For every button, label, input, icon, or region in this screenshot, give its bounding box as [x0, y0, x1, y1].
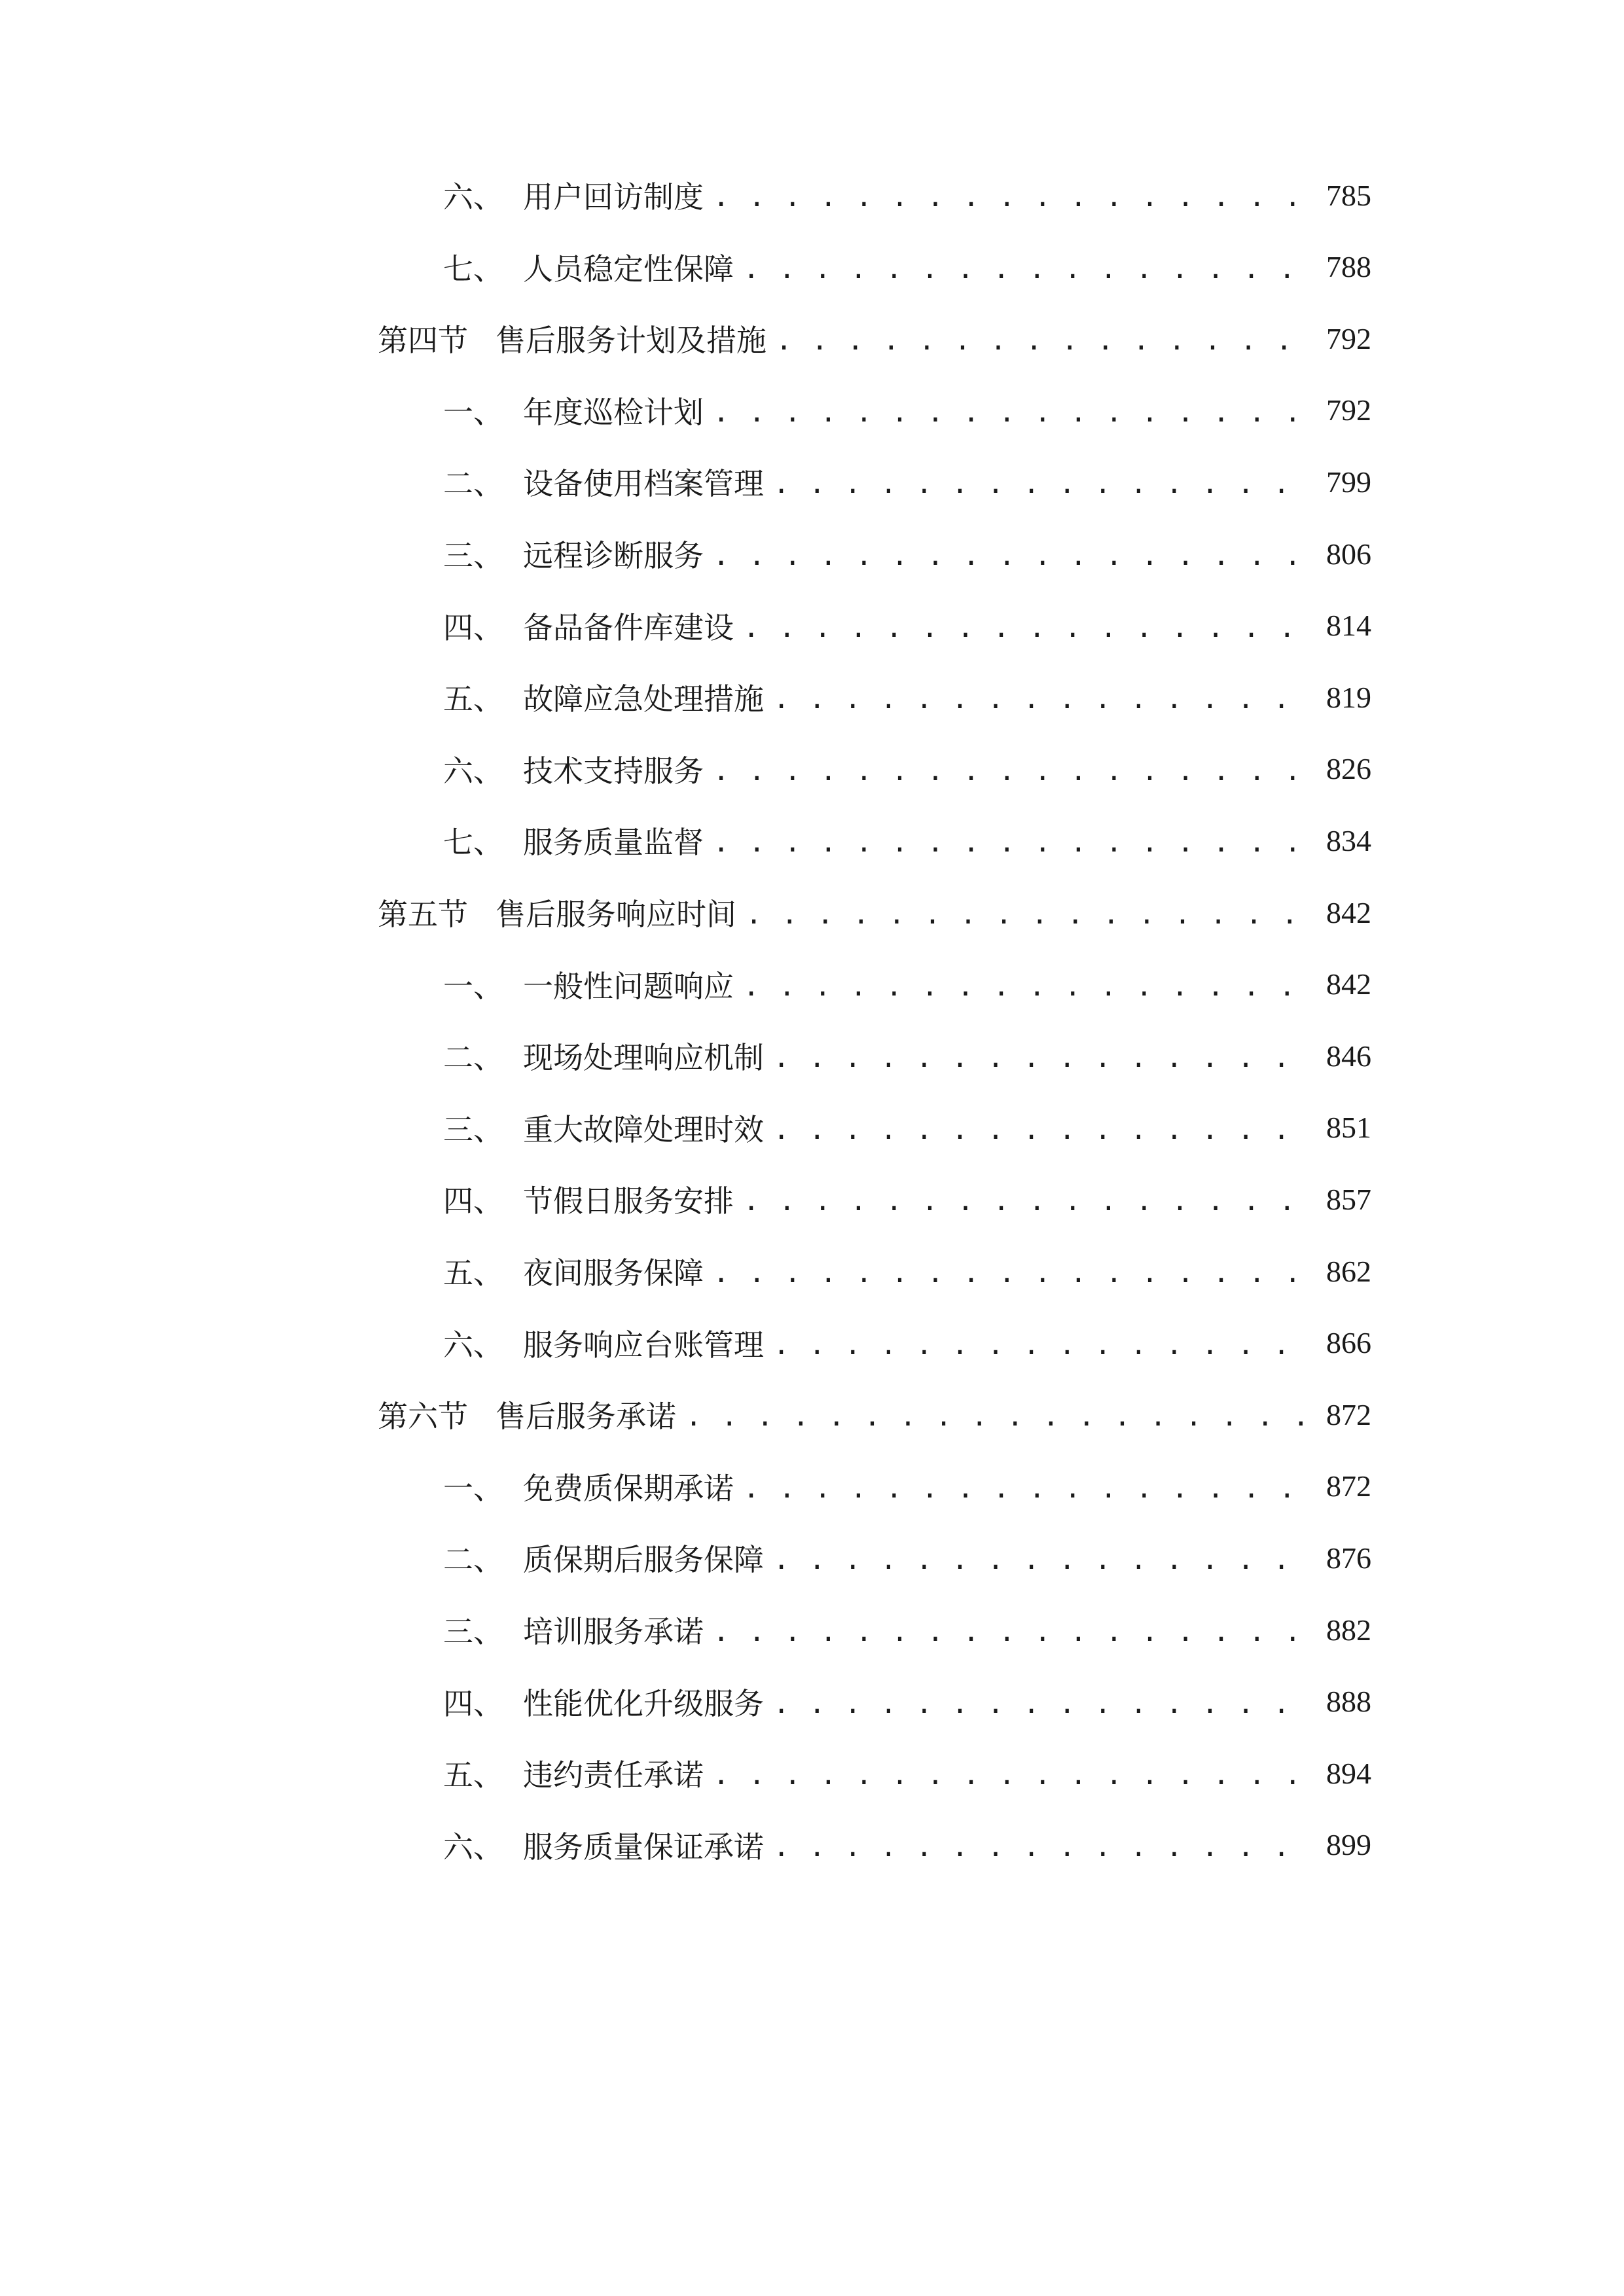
dot-leader [743, 603, 1307, 649]
toc-entry-title: 性能优化升级服务 [523, 1685, 764, 1721]
toc-entry-page-number: 888 [1326, 1685, 1371, 1719]
toc-entry-number: 一、 [443, 394, 503, 430]
dot-leader [773, 1105, 1307, 1151]
dot-leader [773, 1535, 1307, 1581]
toc-entry-page-number: 899 [1326, 1828, 1371, 1862]
toc-entry-title: 年度巡检计划 [523, 394, 704, 430]
toc-subsection-entry[interactable] [443, 603, 1371, 649]
toc-entry-title: 远程诊断服务 [523, 538, 704, 573]
toc-subsection-entry[interactable] [443, 1248, 1371, 1294]
dot-leader [746, 889, 1307, 935]
toc-entry-title: 重大故障处理时效 [523, 1111, 764, 1147]
toc-entry-title: 免费质保期承诺 [523, 1470, 734, 1506]
toc-entry-page-number: 876 [1326, 1541, 1371, 1575]
dot-leader [773, 1033, 1307, 1079]
toc-entry-title: 培训服务承诺 [523, 1614, 704, 1649]
toc-entry-number: 五、 [443, 1757, 503, 1793]
toc-subsection-entry[interactable] [443, 244, 1371, 290]
toc-entry-number: 四、 [443, 1685, 503, 1721]
dot-leader [743, 961, 1307, 1007]
toc-subsection-entry[interactable] [443, 674, 1371, 720]
toc-entry-number: 一、 [443, 968, 503, 1004]
toc-subsection-entry[interactable] [443, 387, 1371, 433]
toc-entry-number: 四、 [443, 1183, 503, 1219]
toc-entry-number: 三、 [443, 538, 503, 573]
toc-entry-page-number: 846 [1326, 1039, 1371, 1073]
toc-entry-number: 四、 [443, 609, 503, 645]
toc-entry-page-number: 882 [1326, 1613, 1371, 1647]
toc-entry-number: 六、 [443, 753, 503, 789]
toc-entry-title: 节假日服务安排 [523, 1183, 734, 1219]
toc-entry-title: 违约责任承诺 [523, 1757, 704, 1793]
toc-entry-title: 服务质量保证承诺 [523, 1829, 764, 1865]
toc-entry-number: 二、 [443, 466, 503, 502]
dot-leader [773, 459, 1307, 505]
toc-entry-number: 一、 [443, 1470, 503, 1506]
toc-entry-page-number: 872 [1326, 1469, 1371, 1503]
toc-entry-title: 设备使用档案管理 [523, 466, 764, 502]
dot-leader [713, 1607, 1307, 1653]
toc-entry-title: 用户回访制度 [523, 179, 704, 215]
toc-subsection-entry[interactable] [443, 1033, 1371, 1079]
toc-entry-number: 第六节 [378, 1399, 468, 1435]
toc-entry-page-number: 866 [1326, 1326, 1371, 1360]
dot-leader [773, 1320, 1307, 1366]
dot-leader [773, 674, 1307, 720]
toc-subsection-entry[interactable] [443, 746, 1371, 792]
toc-entry-number: 六、 [443, 1829, 503, 1865]
toc-entry-page-number: 894 [1326, 1756, 1371, 1790]
toc-section-entry[interactable] [378, 889, 1371, 935]
toc-subsection-entry[interactable] [443, 1105, 1371, 1151]
toc-entry-page-number: 819 [1326, 680, 1371, 714]
toc-section-entry[interactable] [378, 1391, 1371, 1437]
toc-subsection-entry[interactable] [443, 1822, 1371, 1868]
toc-entry-number: 六、 [443, 1327, 503, 1363]
toc-entry-page-number: 851 [1326, 1111, 1371, 1145]
toc-entry-page-number: 792 [1326, 393, 1371, 427]
toc-entry-page-number: 806 [1326, 537, 1371, 571]
toc-entry-title: 服务质量监督 [523, 825, 704, 861]
toc-entry-title: 服务响应台账管理 [523, 1327, 764, 1363]
dot-leader [713, 1248, 1307, 1294]
toc-subsection-entry[interactable] [443, 1607, 1371, 1653]
dot-leader [713, 817, 1307, 863]
toc-subsection-entry[interactable] [443, 1750, 1371, 1796]
toc-subsection-entry[interactable] [443, 1320, 1371, 1366]
dot-leader [776, 315, 1307, 361]
toc-subsection-entry[interactable] [443, 1535, 1371, 1581]
dot-leader [713, 531, 1307, 577]
toc-entry-title: 备品备件库建设 [523, 609, 734, 645]
dot-leader [743, 1176, 1307, 1222]
toc-entry-number: 第四节 [378, 323, 468, 359]
dot-leader [773, 1679, 1307, 1725]
toc-entry-page-number: 842 [1326, 967, 1371, 1001]
toc-subsection-entry[interactable] [443, 531, 1371, 577]
toc-entry-title: 售后服务承诺 [496, 1399, 676, 1435]
toc-entry-number: 五、 [443, 681, 503, 717]
dot-leader [713, 387, 1307, 433]
toc-subsection-entry[interactable] [443, 1463, 1371, 1509]
toc-subsection-entry[interactable] [443, 1176, 1371, 1222]
toc-entry-title: 技术支持服务 [523, 753, 704, 789]
toc-entry-title: 现场处理响应机制 [523, 1040, 764, 1076]
toc-entry-page-number: 872 [1326, 1397, 1371, 1431]
dot-leader [773, 1822, 1307, 1868]
toc-entry-title: 质保期后服务保障 [523, 1542, 764, 1578]
toc-section-entry[interactable] [378, 315, 1371, 361]
toc-entry-number: 五、 [443, 1255, 503, 1291]
toc-subsection-entry[interactable] [443, 1679, 1371, 1725]
toc-entry-number: 六、 [443, 179, 503, 215]
toc-entry-page-number: 857 [1326, 1182, 1371, 1216]
toc-entry-title: 售后服务响应时间 [496, 897, 736, 932]
toc-entry-title: 人员稳定性保障 [523, 251, 734, 287]
toc-entry-page-number: 792 [1326, 321, 1371, 355]
dot-leader [685, 1391, 1307, 1437]
toc-entry-page-number: 862 [1326, 1254, 1371, 1288]
toc-subsection-entry[interactable] [443, 817, 1371, 863]
toc-entry-number: 七、 [443, 825, 503, 861]
toc-entry-number: 二、 [443, 1040, 503, 1076]
toc-entry-number: 二、 [443, 1542, 503, 1578]
toc-entry-number: 三、 [443, 1614, 503, 1649]
dot-leader [743, 244, 1307, 290]
toc-entry-title: 一般性问题响应 [523, 968, 734, 1004]
toc-entry-title: 夜间服务保障 [523, 1255, 704, 1291]
toc-entry-title: 售后服务计划及措施 [496, 323, 767, 359]
dot-leader [743, 1463, 1307, 1509]
toc-entry-number: 七、 [443, 251, 503, 287]
dot-leader [713, 746, 1307, 792]
toc-entry-page-number: 842 [1326, 895, 1371, 929]
dot-leader [713, 172, 1307, 218]
toc-subsection-entry[interactable] [443, 459, 1371, 505]
toc-entry-page-number: 814 [1326, 609, 1371, 643]
dot-leader [713, 1750, 1307, 1796]
toc-entry-page-number: 788 [1326, 250, 1371, 284]
toc-entry-number: 第五节 [378, 897, 468, 932]
toc-entry-page-number: 826 [1326, 752, 1371, 786]
toc-subsection-entry[interactable] [443, 172, 1371, 218]
toc-entry-page-number: 834 [1326, 823, 1371, 857]
toc-entry-number: 三、 [443, 1111, 503, 1147]
toc-subsection-entry[interactable] [443, 961, 1371, 1007]
toc-entry-page-number: 799 [1326, 465, 1371, 499]
toc-entry-page-number: 785 [1326, 178, 1371, 212]
toc-entry-title: 故障应急处理措施 [523, 681, 764, 717]
